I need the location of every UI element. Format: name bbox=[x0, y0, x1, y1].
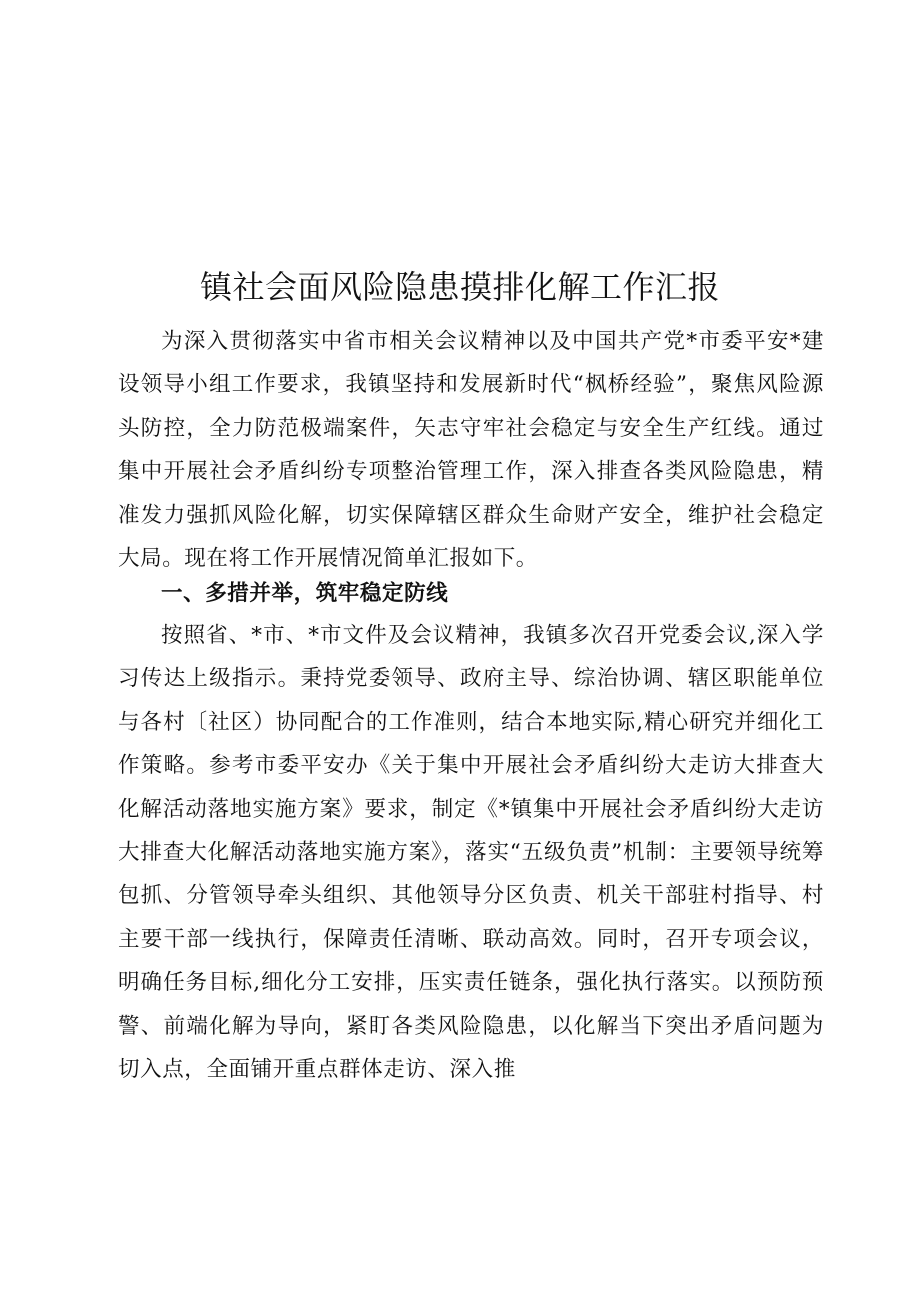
document-title: 镇社会面风险隐患摸排化解工作汇报 bbox=[199, 268, 720, 306]
section-paragraph: 按照省、*市、*市文件及会议精神，我镇多次召开党委会议,深入学习传达上级指示。秉持党委领导、政府主导、综治协调、辖区职能单位与各村〔社区）协同配合的工作准则，结合本地实际,精心研究并细化工作策略。参考市委平安办《关于集中开展社会矛盾纠纷大走访大排查大化解活动落地实施方案》要求，制定《*镇集中开展社会矛盾纠纷大走访大排查大化解活动落地实施方案》，落实“五级负责”机制：主要领导统筹包抓、分管领导牵头组织、其他领导分区负责、机关干部驻村指导、村主要干部一线执行，保障责任清晰、联动高效。同时，召开专项会议，明确任务目标,细化分工安排，压实责任链条，强化执行落实。以预防预警、前端化解为导向，紧盯各类风险隐患，以化解当下突出矛盾问题为切入点，全面铺开重点群体走访、深入推 bbox=[118, 623, 824, 1083]
section-heading: 一、多措并举，筑牢稳定防线 bbox=[161, 581, 449, 606]
intro-paragraph: 为深入贯彻落实中省市相关会议精神以及中国共产党*市委平安*建设领导小组工作要求，我镇坚持和发展新时代“枫桥经验”，聚焦风险源头防控，全力防范极端案件，矢志守牢社会稳定与安全生产红线。通过集中开展社会矛盾纠纷专项整治管理工作，深入排查各类风险隐患，精准发力强抓风险化解，切实保障辖区群众生命财产安全，维护社会稳定大局。现在将工作开展情况简单汇报如下。 bbox=[118, 329, 824, 572]
